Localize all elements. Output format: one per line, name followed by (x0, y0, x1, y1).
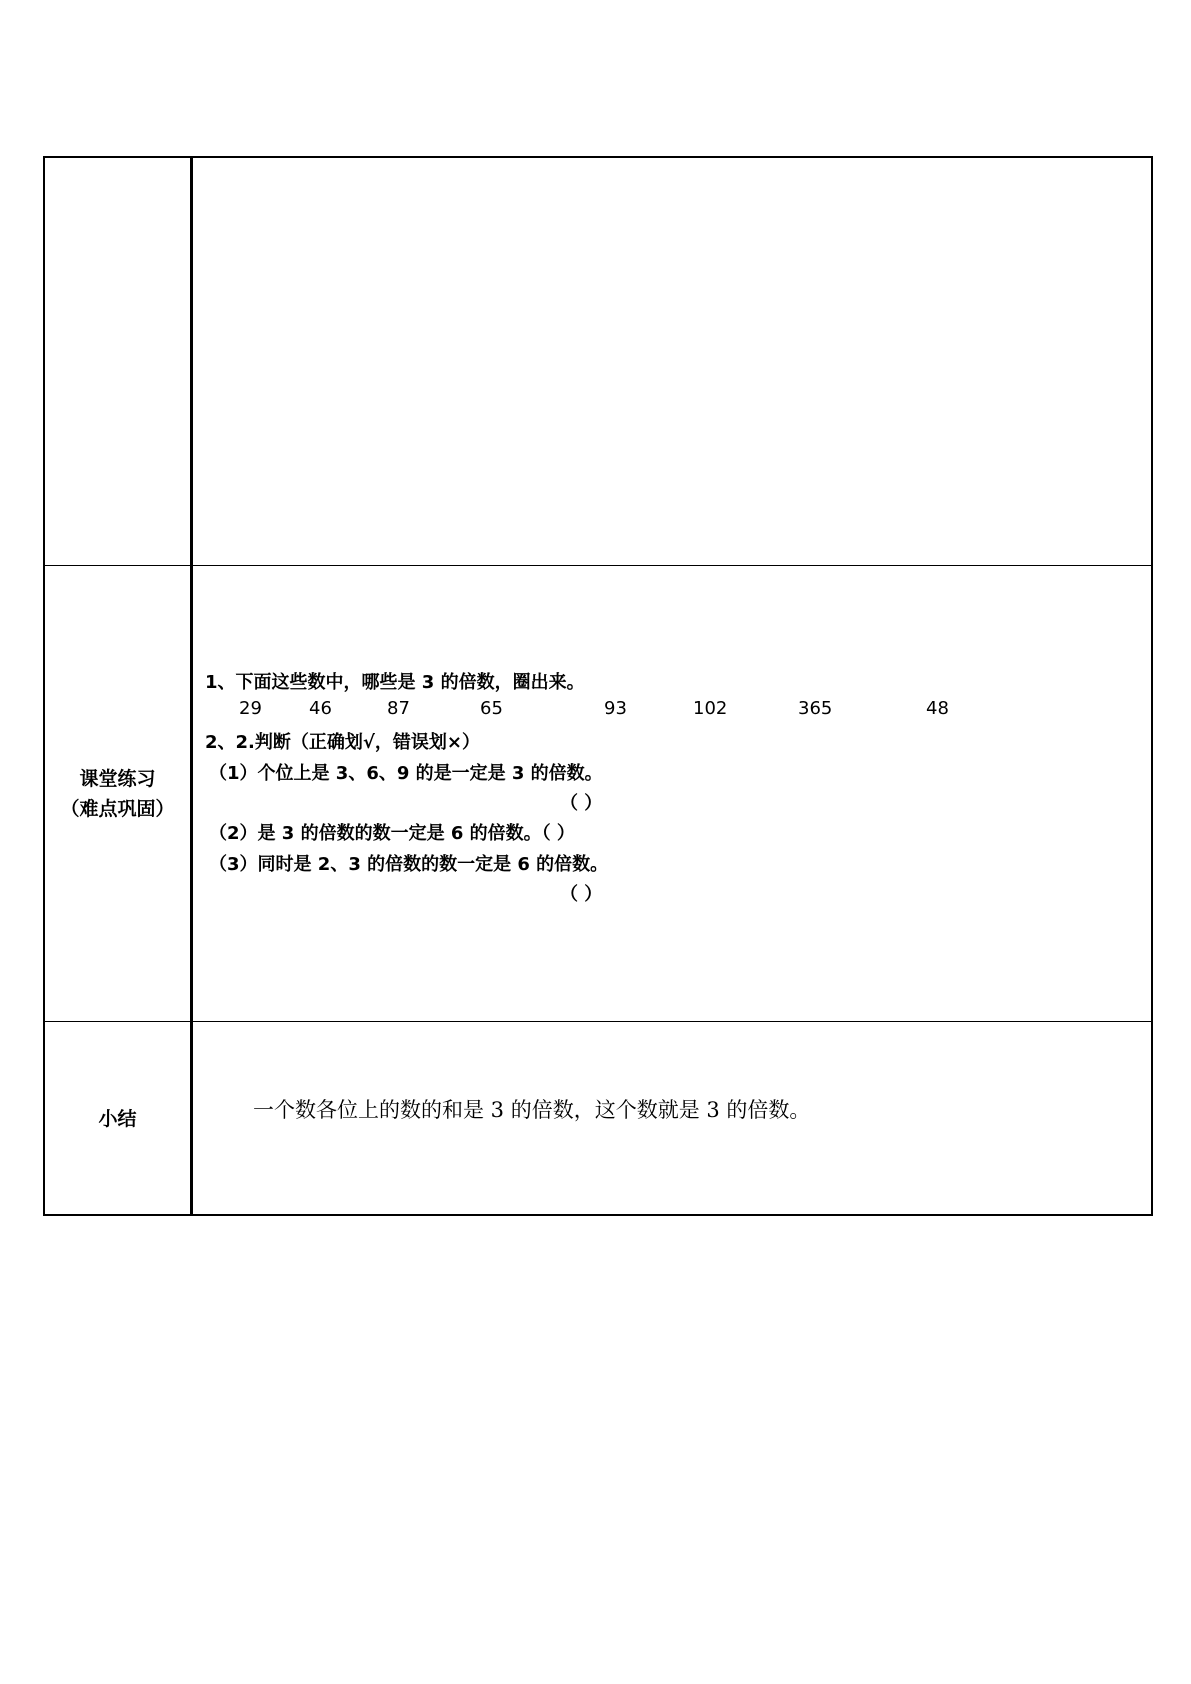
question-2: 2、2.判断（正确划√，错误划×） (205, 732, 480, 753)
label-cell-practice (45, 566, 193, 1021)
table-row-blank (45, 158, 1151, 566)
judge-item-1: （1）个位上是 3、6、9 的是一定是 3 的倍数。 (209, 763, 603, 784)
number-list (205, 698, 1005, 722)
table-row-practice (45, 566, 1151, 1022)
number-item: 29 (239, 698, 262, 719)
label-cell-blank (45, 158, 193, 565)
table-row-summary (45, 1022, 1151, 1216)
number-item: 365 (798, 698, 833, 719)
number-item: 93 (604, 698, 627, 719)
number-item: 48 (926, 698, 949, 719)
practice-label-line2: （难点巩固） (60, 797, 175, 820)
question-1: 1、下面这些数中，哪些是 3 的倍数，圈出来。 (205, 672, 585, 693)
judge-item-1-blank: （ ） (560, 793, 603, 814)
judge-item-3-blank: （ ） (560, 884, 603, 905)
content-cell-practice (193, 566, 1151, 1021)
label-cell-summary (45, 1022, 193, 1216)
summary-text: 一个数各位上的数的和是 3 的倍数，这个数就是 3 的倍数。 (253, 1098, 811, 1122)
number-item: 46 (309, 698, 332, 719)
content-cell-summary (193, 1022, 1151, 1216)
practice-label-line1: 课堂练习 (79, 767, 156, 790)
judge-item-3: （3）同时是 2、3 的倍数的数一定是 6 的倍数。 (209, 854, 609, 875)
content-cell-blank (193, 158, 1151, 565)
number-item: 87 (387, 698, 410, 719)
number-item: 102 (693, 698, 728, 719)
number-item: 65 (480, 698, 503, 719)
lesson-table (43, 156, 1153, 1216)
summary-label: 小结 (98, 1108, 137, 1130)
judge-item-2: （2）是 3 的倍数的数一定是 6 的倍数。（ ） (209, 823, 575, 844)
